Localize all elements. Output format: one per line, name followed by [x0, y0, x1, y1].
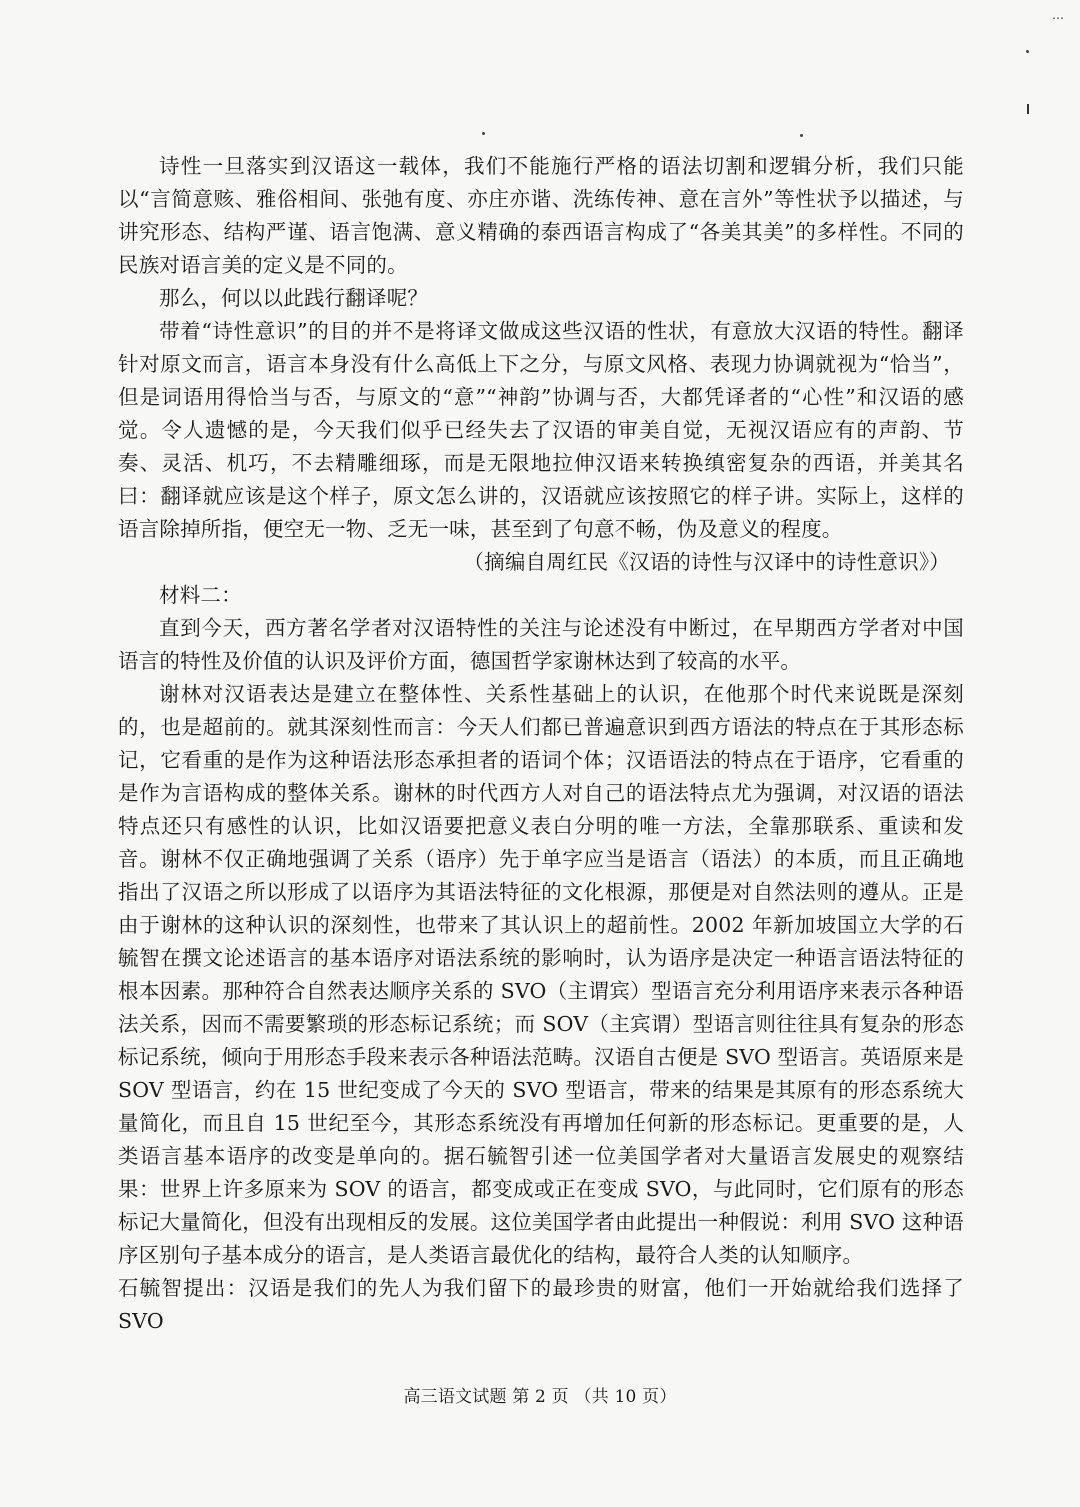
paragraph-continued: 石毓智提出：汉语是我们的先人为我们留下的最珍贵的财富，他们一开始就给我们选择了 SVO: [118, 1276, 964, 1333]
paragraph: 诗性一旦落实到汉语这一载体，我们不能施行严格的语法切割和逻辑分析，我们只能以“言简意赅、雅俗相间、张弛有度、亦庄亦谐、洗练传神、意在言外”等性状予以描述，与讲究形态、结构严谨、语言饱满、意义精确的泰西语言构成了“各美其美”的多样性。不同的民族对语言美的定义是不同的。: [118, 154, 964, 277]
scan-speck: [1026, 50, 1029, 53]
scan-speck: [482, 132, 485, 135]
paragraph: 谢林对汉语表达是建立在整体性、关系性基础上的认识，在他那个时代来说既是深刻的，也是超前的。就其深刻性而言：今天人们都已普遍意识到西方语法的特点在于其形态标记，它看重的是作为这种语法形态承担者的语词个体；汉语语法的特点在于语序，它看重的是作为言语构成的整体关系。谢林的时代西方人对自己的语法特点尤为强调，对汉语的语法特点还只有感性的认识，比如汉语要把意义表白分明的唯一方法，全靠那联系、重读和发音。谢林不仅正确地强调了关系（语序）先于单字应当是语言（语法）的本质，而且正确地指出了汉语之所以形成了以语序为其语法特征的文化根源，那便是对自然法则的遵从。正是由于谢林的这种认识的深刻性，也带来了其认识上的超前性。2002 年新加坡国立大学的石毓智在撰文论述语言的基本语序对语法系统的影响时，认为语序是决定一种语言语法特征的根本因素。那种符合自然表达顺序关系的 SVO（主谓宾）型语言充分利用语序来表示各种语法关系，因而不需要繁琐的形态标记系统；而 SOV（主宾谓）型语言则往往具有复杂的形态标记系统，倾向于用形态手段来表示各种语法范畴。汉语自古便是 SVO 型语言。英语原来是 SOV 型语言，约在 15 世纪变成了今天的 SVO 型语言，带来的结果是其原有的形态系统大量简化，而且自 15 世纪至今，其形态系统没有再增加任何新的形态标记。更重要的是，人类语言基本语序的改变是单向的。据石毓智引述一位美国学者对大量语言发展史的观察结果：世界上许多原来为 SOV 的语言，都变成或正在变成 SVO，与此同时，它们原有的形态标记大量简化，但没有出现相反的发展。这位美国学者由此提出一种假说：利用 SVO 这种语序区别句子基本成分的语言，是人类语言最优化的结构，最符合人类的认知顺序。: [118, 682, 964, 1267]
scan-speck: [800, 134, 803, 137]
section-title: 材料二：: [159, 583, 242, 607]
page-footer: 高三语文试题 第 2 页 （共 10 页）: [403, 1387, 677, 1407]
source-citation: （摘编自周红民《汉语的诗性与汉译中的诗性意识》）: [463, 550, 950, 574]
corner-mark: …: [1052, 8, 1064, 22]
paragraph: 带着“诗性意识”的目的并不是将译文做成这些汉语的性状，有意放大汉语的特性。翻译针对原文而言，语言本身没有什么高低上下之分，与原文风格、表现力协调就视为“恰当”，但是词语用得恰当与否，与原文的“意”“神韵”协调与否，大都凭译者的“心性”和汉语的感觉。令人遗憾的是，今天我们似乎已经失去了汉语的审美自觉，无视汉语应有的声韵、节奏、灵活、机巧，不去精雕细琢，而是无限地拉伸汉语来转换缜密复杂的西语，并美其名曰：翻译就应该是这个样子，原文怎么讲的，汉语就应该按照它的样子讲。实际上，这样的语言除掉所指，便空无一物、乏无一味，甚至到了句意不畅，伪及意义的程度。: [118, 319, 964, 541]
scan-speck: [1027, 104, 1029, 114]
paragraph: 那么，何以以此践行翻译呢？: [159, 286, 429, 310]
paragraph: 直到今天，西方著名学者对汉语特性的关注与论述没有中断过，在早期西方学者对中国语言的特性及价值的认识及评价方面，德国哲学家谢林达到了较高的水平。: [118, 616, 964, 673]
article-body: [118, 150, 964, 1338]
